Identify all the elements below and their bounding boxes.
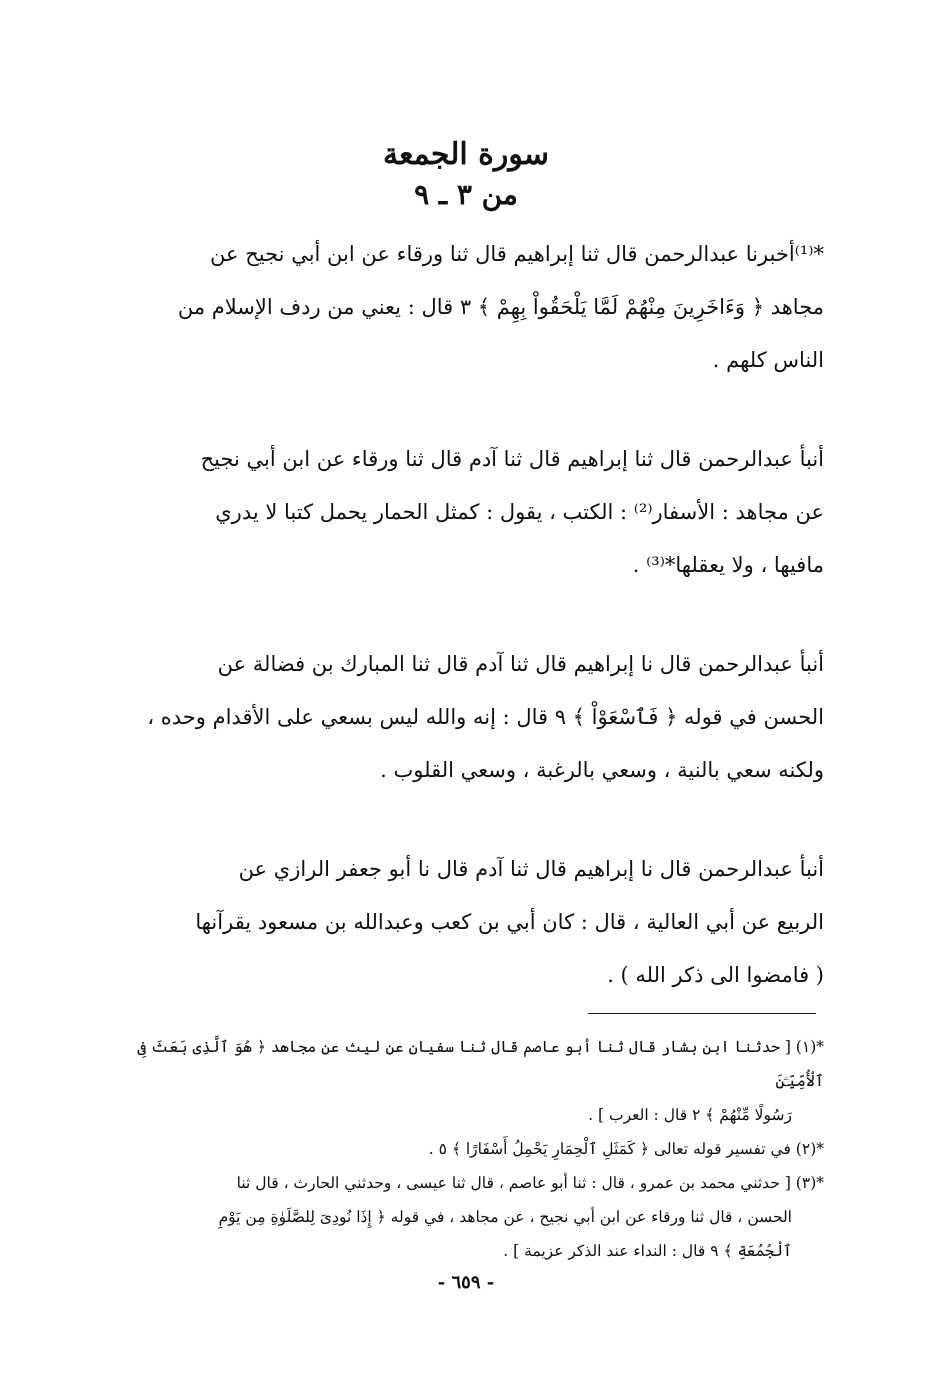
paragraph-line: *⁽¹⁾أخبرنا عبدالرحمن قال ثنا إبراهيم قال ثنا ورقاء عن ابن أبي نجيح عن [210, 242, 824, 266]
paragraph-line: عن مجاهد : الأسفار⁽²⁾ : الكتب ، يقول : كمثل الحمار يحمل كتبا لا يدري [215, 500, 824, 524]
footnote-3-continuation: الحسن ، قال ثنا ورقاء عن ابن أبي نجيح ، عن مجاهد ، في قوله ﴿ إِذَا نُودِىَ لِلصَّلَوٰةِ مِن يَوْمِ [218, 1208, 792, 1226]
paragraph-line: ( فامضوا الى ذكر الله ) . [607, 963, 824, 987]
paragraph-line: أنبأ عبدالرحمن قال نا إبراهيم قال ثنا آدم قال ثنا المبارك بن فضالة عن [217, 652, 824, 676]
footnote-separator [588, 1013, 816, 1014]
page-number: - ٦٥٩ - [437, 1272, 495, 1293]
footnotes [108, 1030, 824, 1268]
paragraph-line: الربيع عن أبي العالية ، قال : كان أبي بن كعب وعبدالله بن مسعود يقرآنها [195, 910, 824, 934]
footnote-3-continuation: ٱلْجُمُعَةِ ﴾ ٩ قال : النداء عند الذكر عزيمة ] . [503, 1242, 792, 1260]
paragraph-line: أنبأ عبدالرحمن قال نا إبراهيم قال ثنا آدم قال نا أبو جعفر الرازي عن [238, 857, 824, 881]
paragraph-line: ولكنه سعي بالنية ، وسعي بالرغبة ، وسعي القلوب . [380, 758, 824, 782]
paragraph-line: مجاهد ﴿ وَءَاخَرِينَ مِنْهُمْ لَمَّا يَلْحَقُواْ بِهِمْ ﴾ ٣ قال : يعني من ردف الإسلام من [177, 295, 824, 319]
paragraph-line: مافيها ، ولا يعقلها*⁽³⁾ . [632, 553, 824, 577]
paragraph-line: أنبأ عبدالرحمن قال ثنا إبراهيم قال ثنا آدم قال ثنا ورقاء عن ابن أبي نجيح [200, 447, 824, 471]
verse-range: من ٣ ـ ٩ [414, 178, 518, 211]
paragraph-2 [128, 433, 824, 592]
surah-title: سورة الجمعة [382, 137, 550, 172]
page-header [0, 135, 932, 215]
paragraph-3 [128, 638, 824, 797]
footnote-1-continuation: رَسُولًا مِّنْهُمْ ﴾ ٢ قال : العرب ] . [588, 1106, 792, 1124]
paragraph-4 [128, 843, 824, 1002]
paragraph-line: الناس كلهم . [712, 348, 824, 372]
paragraph-line: الحسن في قوله ﴿ فَٱسْعَوْاْ ﴾ ٩ قال : إنه والله ليس بسعي على الأقدام وحده ، [147, 705, 824, 729]
commentary-body [128, 228, 824, 1048]
footnote-3: *(٣) [ حدثني محمد بن عمرو ، قال : ثنا أبو عاصم ، قال ثنا عيسى ، وحدثني الحارث ، قال ثنا [236, 1174, 824, 1192]
footnote-2: *(٢) في تفسير قوله تعالى ﴿ كَمَثَلِ ٱلْحِمَارِ يَحْمِلُ أَسْفَارًا ﴾ ٥ . [428, 1140, 824, 1158]
paragraph-1 [128, 228, 824, 387]
footnote-1: *(١) [ حدثنا ابن بشار قال ثنا أبو عاصم قال ثنا سفيان عن ليث عن مجاهد ﴿ هُوَ ٱلَّذِى بَعَثَ فِى ٱلْأُمِّيِّـۧنَ [137, 1038, 824, 1090]
